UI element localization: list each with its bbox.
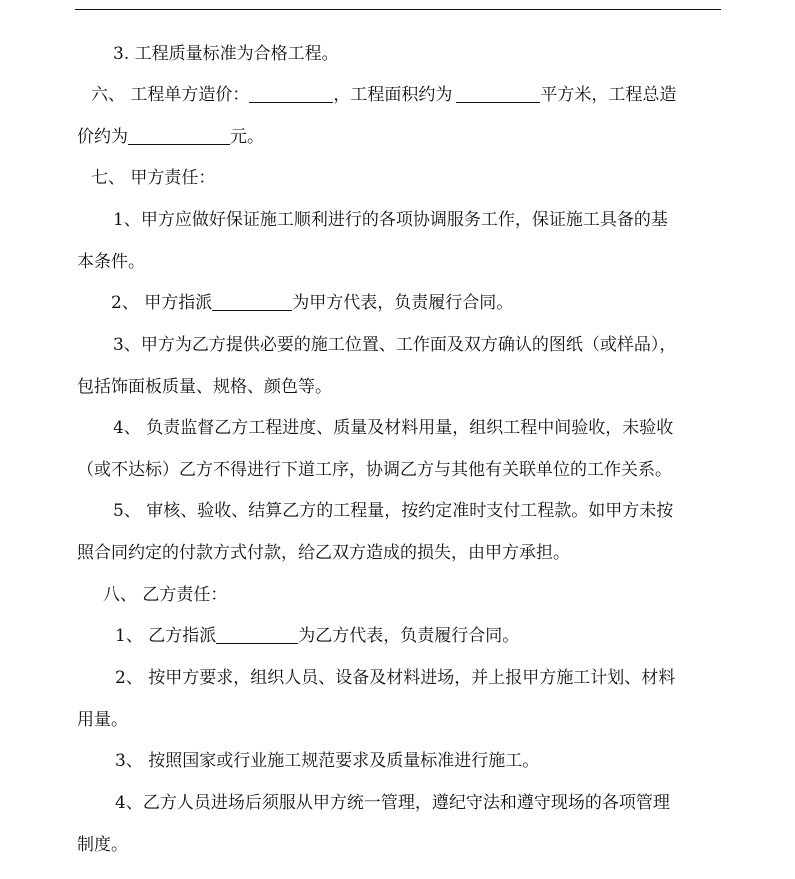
- clause-line-2: 本条件。: [77, 251, 145, 272]
- clause-quality-standard: [77, 34, 727, 76]
- clause-text-mid: ，工程面积约为: [333, 85, 453, 105]
- clause-text-post: 平方米，工程总造: [540, 85, 677, 105]
- clause-line: [77, 283, 727, 325]
- section-six-unit-price: [77, 75, 727, 158]
- clause-text-line2-post: 元。: [230, 126, 264, 147]
- clause-line-1: 2、 按甲方要求，组织人员、设备及材料进场，并上报甲方施工计划、材料: [115, 668, 676, 688]
- clause-line-1: 3、甲方为乙方提供必要的施工位置、工作面及双方确认的图纸（或样品），: [113, 335, 677, 355]
- clause-text-pre: 2、 甲方指派: [111, 293, 213, 313]
- clause-text-post: 为甲方代表，负责履行合同。: [292, 293, 514, 313]
- blank-area: [456, 84, 540, 103]
- clause-line-2: 制度。: [77, 834, 128, 855]
- clause-text-line2-pre: 价约为: [77, 126, 128, 147]
- party-a-duty-4: [77, 408, 727, 491]
- blank-total-price: [128, 126, 230, 145]
- section-title: 八、 乙方责任：: [103, 585, 228, 605]
- clause-text-pre: 六、 工程单方造价：: [91, 85, 250, 105]
- clause-line-2: 包括饰面板质量、规格、颜色等。: [77, 376, 332, 397]
- party-b-duty-1: [77, 616, 727, 658]
- clause-text: 3. 工程质量标准为合格工程。: [113, 44, 339, 64]
- clause-line-1: 4、 负责监督乙方工程进度、质量及材料用量，组织工程中间验收，未验收: [113, 418, 674, 438]
- party-a-duty-1: [77, 200, 727, 283]
- blank-unit-price: [249, 84, 333, 103]
- section-title: 七、 甲方责任：: [91, 168, 216, 188]
- clause-line-2: 用量。: [77, 709, 128, 730]
- clause-line-1: 5、 审核、验收、结算乙方的工程量，按约定准时支付工程款。如甲方未按: [113, 501, 674, 521]
- clause-line-1: 1、甲方应做好保证施工顺利进行的各项协调服务工作，保证施工具备的基: [113, 210, 668, 230]
- clause-line: [77, 75, 727, 117]
- clause-line-2: 照合同约定的付款方式付款，给乙双方造成的损失，由甲方承担。: [77, 542, 570, 563]
- clause-line: [77, 117, 727, 159]
- party-b-duty-2: [77, 658, 727, 741]
- party-b-duty-4: [77, 783, 727, 866]
- clause-line-2: （或不达标）乙方不得进行下道工序，协调乙方与其他有关联单位的工作关系。: [77, 459, 672, 480]
- clause-line-1: 4、乙方人员进场后须服从甲方统一管理，遵纪守法和遵守现场的各项管理: [115, 793, 670, 813]
- clause-text-pre: 1、 乙方指派: [115, 626, 217, 646]
- clause-text-post: 为乙方代表，负责履行合同。: [298, 626, 520, 646]
- party-a-duty-5: [77, 491, 727, 574]
- clause-line: [77, 616, 727, 658]
- party-a-duty-2: [77, 283, 727, 325]
- blank-party-a-representative: [212, 292, 292, 311]
- section-eight-heading: [77, 575, 727, 617]
- blank-party-b-representative: [216, 625, 298, 644]
- section-seven-heading: [77, 158, 727, 200]
- header-rule: [75, 9, 721, 10]
- clause-line: 3、 按照国家或行业施工规范要求及质量标准进行施工。: [115, 751, 540, 771]
- party-a-duty-3: [77, 325, 727, 408]
- party-b-duty-3: [77, 741, 727, 783]
